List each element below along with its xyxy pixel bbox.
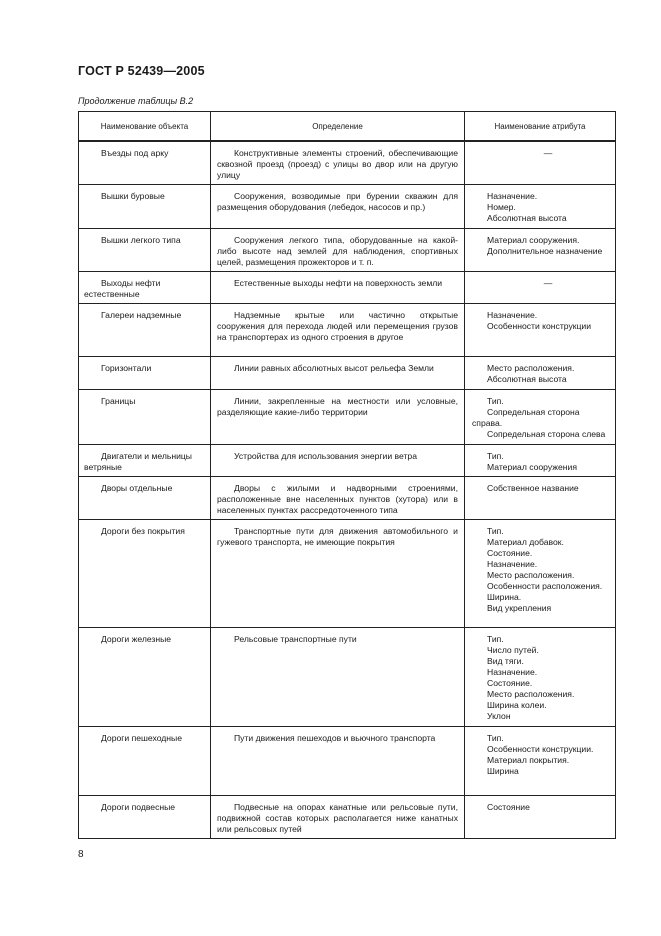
definition-text: Рельсовые транспортные пути [234,634,357,644]
attribute-item: Абсолютная высота [487,213,567,223]
definition-text: Конструктивные элементы строений, обеспечивающие сквозной проезд (проезд) с улицы во двор или на другую улицу [217,148,458,180]
object-name: Въезды под арку [101,148,169,158]
definition-cell [211,727,465,796]
attributes-cell [465,357,616,390]
object-name: Двигатели и мельницы ветряные [84,451,192,472]
attributes-cell [465,141,616,185]
attribute-item: Тип. [487,733,504,743]
header-object-name: Наименование объекта [79,112,211,142]
attribute-item: Состояние. [487,548,533,558]
object-name-cell [79,304,211,357]
object-name: Дороги без покрытия [101,526,185,536]
object-name-cell [79,445,211,477]
attribute-item: Число путей. [487,645,539,655]
attributes-table-wrapper [78,111,615,839]
attributes-cell [465,445,616,477]
table-row [79,445,616,477]
object-name-cell [79,390,211,445]
attribute-item: Назначение. [487,667,538,677]
definition-cell [211,445,465,477]
attribute-item: Назначение. [487,191,538,201]
attributes-cell [465,477,616,520]
attribute-item: Состояние [487,802,530,812]
object-name: Дороги железные [101,634,172,644]
object-name: Дороги подвесные [101,802,176,812]
table-row [79,229,616,272]
object-name: Горизонтали [101,363,152,373]
attribute-item: Назначение. [487,310,538,320]
attributes-cell [465,390,616,445]
object-name: Вышки буровые [101,191,165,201]
definition-cell [211,229,465,272]
attributes-cell [465,229,616,272]
object-name: Галереи надземные [101,310,182,320]
object-name-cell [79,272,211,304]
object-name-cell [79,185,211,229]
object-name: Границы [101,396,136,406]
definition-cell [211,796,465,839]
attribute-item: Ширина. [487,592,522,602]
attribute-item: Тип. [487,526,504,536]
attribute-item: Номер. [487,202,516,212]
attributes-cell [465,272,616,304]
attribute-item: Вид тяги. [487,656,524,666]
definition-text: Сооружения, возводимые при бурении скважин для размещения оборудования (лебедок, насосов и пр.) [217,191,458,212]
attributes-cell [465,185,616,229]
table-body [79,141,616,839]
table-caption: Продолжение таблицы В.2 [78,96,194,106]
header-definition: Определение [211,112,465,142]
attribute-item: Особенности конструкции [487,321,592,331]
attribute-item: Тип. [487,634,504,644]
definition-cell [211,390,465,445]
definition-text: Естественные выходы нефти на поверхность земли [234,278,443,288]
table-row [79,272,616,304]
definition-text: Надземные крытые или частично открытые сооружения для перехода людей или перемещения грузов на транспортерах из одного строения в другое [217,310,458,342]
attribute-item: Место расположения. [487,363,575,373]
definition-text: Линии равных абсолютных высот рельефа Земли [234,363,434,373]
attribute-item: Материал покрытия. [487,755,570,765]
table-row [79,304,616,357]
table-row [79,357,616,390]
attribute-item: Собственное название [487,483,579,493]
attribute-item: Ширина [487,766,519,776]
attribute-item: Место расположения. [487,689,575,699]
attribute-item: Уклон [487,711,511,721]
attribute-item: Тип. [487,451,504,461]
attribute-item: Особенности конструкции. [487,744,594,754]
attribute-item: Материал сооружения [487,462,577,472]
attribute-item: Ширина колеи. [487,700,547,710]
object-name: Выходы нефти естественные [84,278,161,299]
definition-cell [211,304,465,357]
definition-cell [211,141,465,185]
object-name: Вышки легкого типа [101,235,181,245]
attributes-cell [465,520,616,628]
object-name-cell [79,796,211,839]
definition-cell [211,357,465,390]
definition-cell [211,185,465,229]
definition-cell [211,628,465,727]
table-row [79,390,616,445]
definition-text: Дворы с жилыми и надворными строениями, расположенные вне населенных пунктов (хутора) или в населенных пунктах рассредоточенного типа [217,483,458,515]
attribute-item: Дополнительное назначение [487,246,603,256]
table-row [79,477,616,520]
attribute-item: Сопредельная сторона справа. [472,407,580,428]
table-row [79,727,616,796]
definition-text: Сооружения легкого типа, оборудованные на какой-либо высоте над землей для наблюдения, спортивных целей, размещения прожекторов и т. п. [217,235,458,267]
attributes-table [78,111,616,839]
definition-text: Пути движения пешеходов и вьючного транспорта [234,733,436,743]
object-name-cell [79,727,211,796]
attribute-item: Вид укрепления [487,603,552,613]
definition-cell [211,477,465,520]
table-header-row [79,112,616,142]
attribute-item: — [543,148,553,158]
table-row [79,796,616,839]
definition-text: Устройства для использования энергии ветра [234,451,417,461]
object-name-cell [79,141,211,185]
object-name-cell [79,477,211,520]
definition-cell [211,520,465,628]
object-name-cell [79,520,211,628]
definition-text: Подвесные на опорах канатные или рельсовые пути, подвижной состав которых располагается ниже канатных или рельсовых путей [217,802,458,834]
document-title: ГОСТ Р 52439—2005 [78,64,205,78]
attributes-cell [465,796,616,839]
object-name-cell [79,229,211,272]
table-row [79,141,616,185]
attribute-item: Сопредельная сторона слева [487,429,606,439]
attribute-item: Материал сооружения. [487,235,580,245]
attributes-cell [465,727,616,796]
definition-text: Линии, закрепленные на местности или условные, разделяющие какие-либо территории [217,396,458,417]
table-row [79,185,616,229]
attribute-item: Абсолютная высота [487,374,567,384]
attribute-item: Особенности расположения. [487,581,603,591]
object-name: Дворы отдельные [101,483,173,493]
attribute-item: Назначение. [487,559,538,569]
attribute-item: Состояние. [487,678,533,688]
object-name: Дороги пешеходные [101,733,183,743]
attribute-item: — [543,278,553,288]
table-row [79,628,616,727]
page-number: 8 [78,849,84,860]
attributes-cell [465,304,616,357]
table-row [79,520,616,628]
object-name-cell [79,628,211,727]
attribute-item: Материал добавок. [487,537,564,547]
header-attribute-name: Наименование атрибута [465,112,616,142]
definition-cell [211,272,465,304]
attribute-item: Тип. [487,396,504,406]
definition-text: Транспортные пути для движения автомобильного и гужевого транспорта, не имеющие покрытия [217,526,458,547]
attribute-item: Место расположения. [487,570,575,580]
object-name-cell [79,357,211,390]
attributes-cell [465,628,616,727]
